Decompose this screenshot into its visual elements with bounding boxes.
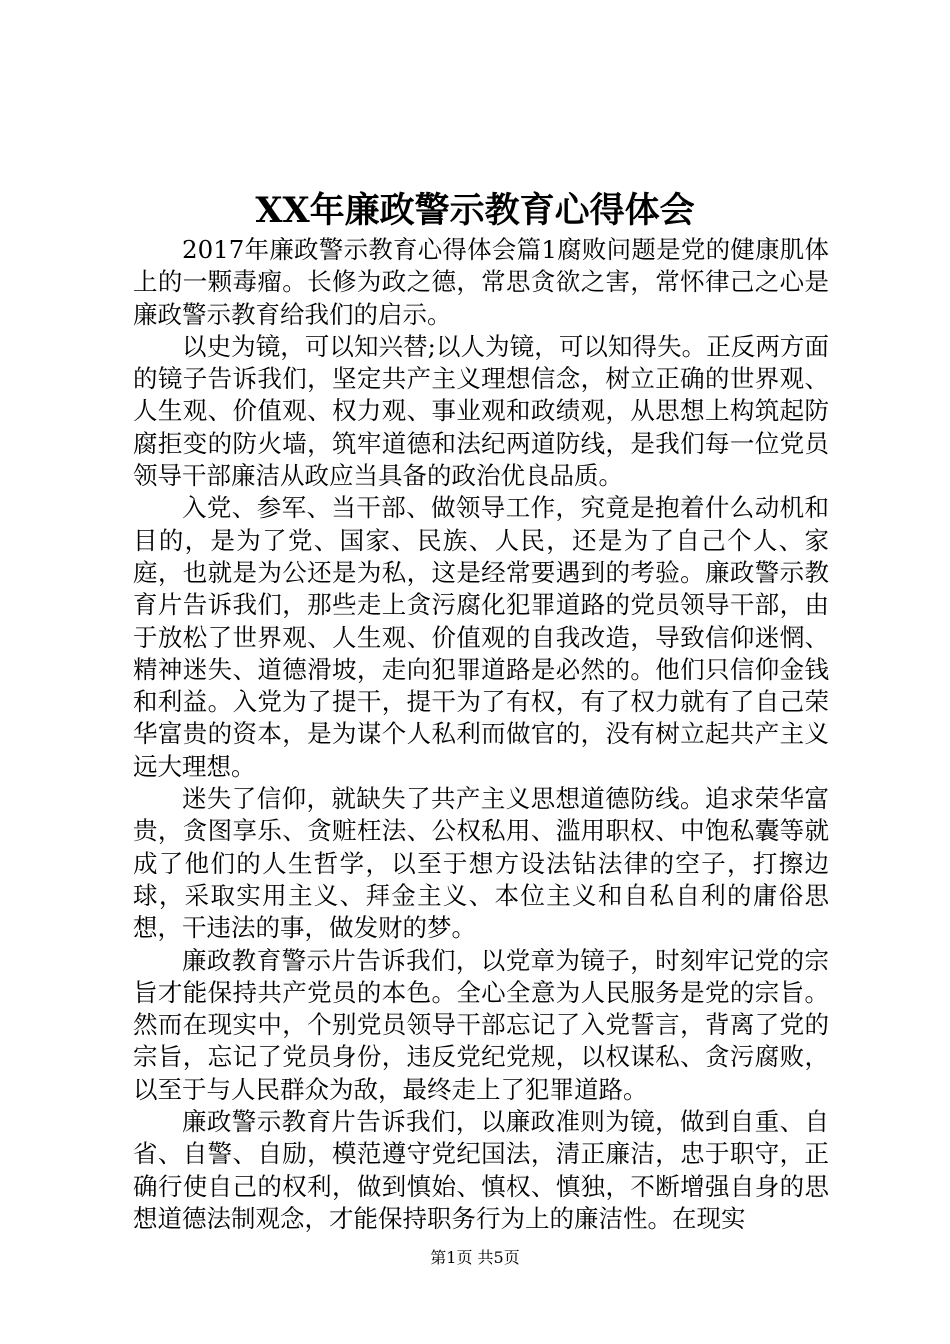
paragraph: 2017年廉政警示教育心得体会篇1腐败问题是党的健康肌体上的一颗毒瘤。长修为政之德，常思贪欲之害，常怀律己之心是廉政警示教育给我们的启示。 — [133, 235, 829, 329]
paragraph: 廉政警示教育片告诉我们，以廉政准则为镜，做到自重、自省、自警、自励，模范遵守党纪国法，清正廉洁，忠于职守，正确行使自己的权利，做到慎始、慎权、慎独，不断增强自身的思想道德法制观念，才能保持职务行为上的廉洁性。在现实 — [133, 1107, 829, 1233]
paragraph: 入党、参军、当干部、做领导工作，究竟是抱着什么动机和目的，是为了党、国家、民族、人民，还是为了自己个人、家庭，也就是为公还是为私，这是经常要遇到的考验。廉政警示教育片告诉我们，那些走上贪污腐化犯罪道路的党员领导干部，由于放松了世界观、人生观、价值观的自我改造，导致信仰迷惘、精神迷失、道德滑坡，走向犯罪道路是必然的。他们只信仰金钱和利益。入党为了提干，提干为了有权，有了权力就有了自己荣华富贵的资本，是为谋个人私利而做官的，没有树立起共产主义远大理想。 — [133, 493, 829, 781]
paragraph: 廉政教育警示片告诉我们，以党章为镜子，时刻牢记党的宗旨才能保持共产党员的本色。全心全意为人民服务是党的宗旨。然而在现实中，个别党员领导干部忘记了入党誓言，背离了党的宗旨，忘记了党员身份，违反党纪党规，以权谋私、贪污腐败，以至于与人民群众为敌，最终走上了犯罪道路。 — [133, 945, 829, 1104]
document-body — [133, 234, 829, 1235]
document-title: XX年廉政警示教育心得体会 — [255, 190, 695, 231]
paragraph: 以史为镜，可以知兴替;以人为镜，可以知得失。正反两方面的镜子告诉我们，坚定共产主义理想信念，树立正确的世界观、人生观、价值观、权力观、事业观和政绩观，从思想上构筑起防腐拒变的防火墙，筑牢道德和法纪两道防线，是我们每一位党员领导干部廉洁从政应当具备的政治优良品质。 — [133, 331, 829, 491]
paragraph: 迷失了信仰，就缺失了共产主义思想道德防线。追求荣华富贵，贪图享乐、贪赃枉法、公权私用、滥用职权、中饱私囊等就成了他们的人生哲学，以至于想方设法钻法律的空子，打擦边球，采取实用主义、拜金主义、本位主义和自私自利的庸俗思想，干违法的事，做发财的梦。 — [133, 784, 829, 943]
page-number-footer: 第1页 共5页 — [430, 1248, 520, 1267]
